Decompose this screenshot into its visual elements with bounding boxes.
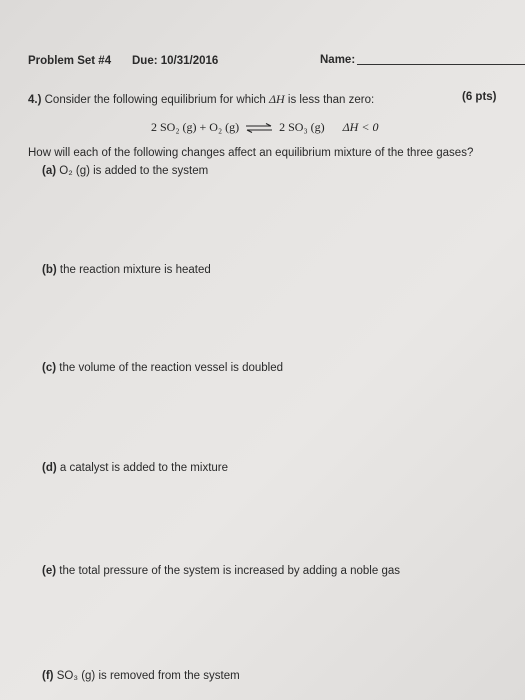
prompt-suffix: is less than zero: <box>287 94 375 106</box>
part-text: the total pressure of the system is increased by adding a noble gas <box>59 565 400 577</box>
part-label: (d) <box>42 462 57 474</box>
part-label: (e) <box>42 565 57 577</box>
equation-reactants: 2 SO₂ (g) + O₂ (g) <box>151 120 240 134</box>
part-e <box>42 564 400 578</box>
problem-set-label: Problem Set #4 <box>28 55 112 67</box>
part-text: the reaction mixture is heated <box>59 264 211 276</box>
due-date: Due: 10/31/2016 <box>132 55 219 67</box>
equilibrium-arrow-icon <box>245 123 273 133</box>
part-label: (a) <box>42 165 57 177</box>
name-label: Name: <box>320 54 356 66</box>
question-number: 4.) <box>28 94 42 106</box>
part-f <box>42 669 240 683</box>
part-label: (c) <box>42 362 57 374</box>
equation-condition: ΔH < 0 <box>342 120 379 134</box>
points-label: (6 pts) <box>462 91 497 103</box>
part-a <box>42 164 208 178</box>
part-d <box>42 461 228 475</box>
subprompt: How will each of the following changes affect an equilibrium mixture of the three gases? <box>28 147 474 159</box>
part-label: (f) <box>42 670 54 682</box>
part-text: SO₃ (g) is removed from the system <box>56 670 240 682</box>
part-b <box>42 263 211 277</box>
part-label: (b) <box>42 264 57 276</box>
equation-products: 2 SO₃ (g) <box>279 120 325 134</box>
name-blank-line <box>357 64 525 65</box>
part-text: O₂ (g) is added to the system <box>59 165 209 177</box>
part-c <box>42 361 283 375</box>
delta-h-symbol: ΔH <box>269 92 285 106</box>
prompt-prefix: Consider the following equilibrium for which <box>44 94 266 106</box>
question-prompt <box>28 92 374 107</box>
equilibrium-equation <box>151 120 378 134</box>
part-text: the volume of the reaction vessel is doubled <box>59 362 284 374</box>
part-text: a catalyst is added to the mixture <box>59 462 229 474</box>
